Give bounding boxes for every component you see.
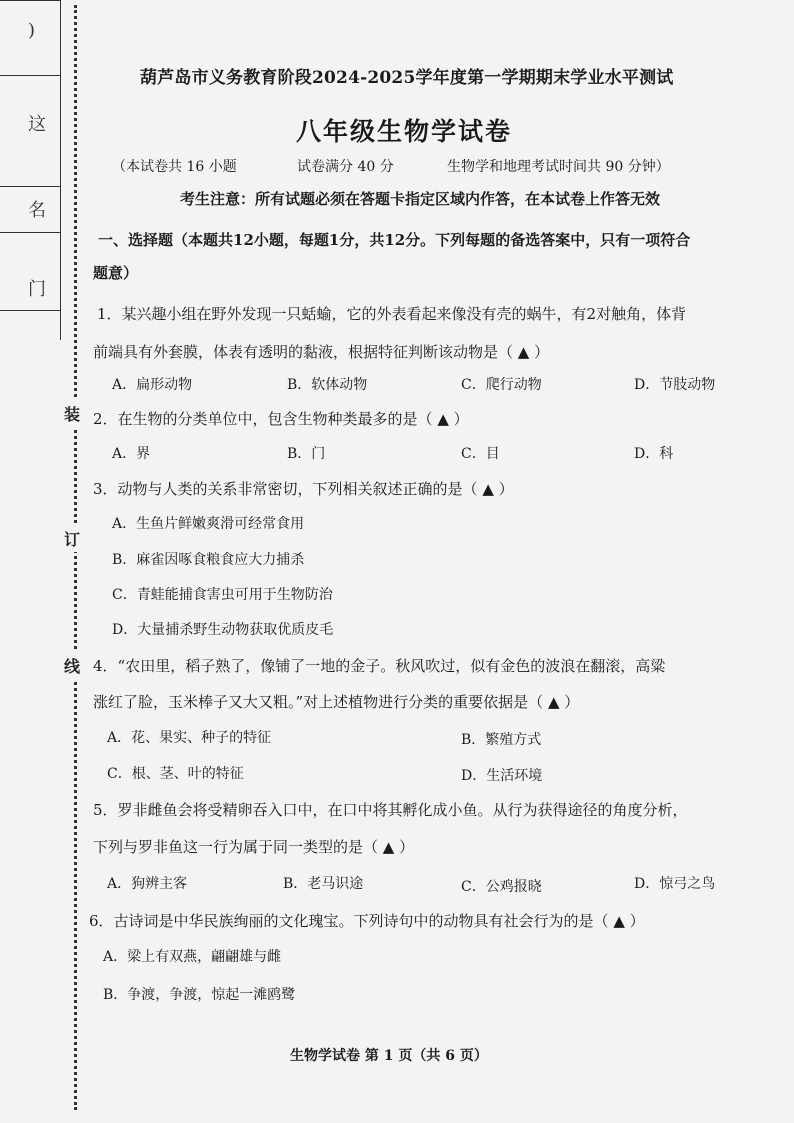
question-2-option-a: A．界 [112,446,151,462]
question-2-option-d: D．科 [634,446,674,462]
exam-notice: 考生注意：所有试题必须在答题卡指定区域内作答，在本试卷上作答无效 [180,190,661,208]
question-5-option-d: D．惊弓之鸟 [634,876,716,892]
question-3-option-c: C．青蛙能捕食害虫可用于生物防治 [112,587,333,603]
binding-vertical-line [60,0,61,340]
exam-title: 八年级生物学试卷 [296,117,513,146]
question-5-stem: 下列与罗非鱼这一行为属于同一类型的是（ ▲ ） [93,838,415,856]
binding-fragment: 名 [28,200,46,221]
question-2-option-c: C．目 [461,446,500,462]
binding-box-line [0,75,60,76]
question-1-option-d: D．节肢动物 [634,377,716,393]
question-4-option-b: B．繁殖方式 [461,732,542,748]
question-1-stem: 前端具有外套膜，体表有透明的黏液，根据特征判断该动物是（ ▲ ） [93,343,550,361]
binding-box-line [0,186,60,187]
question-5-option-b: B．老马识途 [283,876,364,892]
question-2-stem: 2．在生物的分类单位中，包含生物种类最多的是（ ▲ ） [93,410,469,428]
page-footer: 生物学试卷 第 1 页（共 6 页） [290,1048,488,1064]
question-6-option-b: B．争渡，争渡，惊起一滩鸥鹭 [103,987,296,1003]
binding-char-zhuang: 装 [64,400,80,427]
question-3-option-d: D．大量捕杀野生动物获取优质皮毛 [112,622,334,638]
binding-fragment: 门 [28,279,46,300]
question-1-stem: 1．某兴趣小组在野外发现一只蛞蝓，它的外表看起来像没有壳的蜗牛，有2对触角，体背 [97,305,687,323]
binding-char-xian: 线 [64,652,80,679]
section-heading-continued: 题意） [93,264,139,282]
binding-dotted-line [74,5,77,1110]
binding-char-ding: 订 [64,525,80,552]
question-4-stem: 4．“农田里，稻子熟了，像铺了一地的金子。秋风吹过，似有金色的波浪在翻滚，高粱 [93,657,666,675]
question-4-option-c: C．根、茎、叶的特征 [107,766,244,782]
question-3-option-a: A．生鱼片鲜嫩爽滑可经常食用 [112,516,305,532]
section-heading: 一、选择题（本题共12小题，每题1分，共12分。下列每题的备选答案中，只有一项符合 [98,231,691,249]
question-5-option-a: A．狗辨主客 [107,876,188,892]
info-full-score: 试卷满分 40 分 [297,159,394,175]
info-exam-time: 生物学和地理考试时间共 90 分钟） [447,159,670,175]
binding-box-line [0,232,60,233]
exam-series-title: 葫芦岛市义务教育阶段2024-2025学年度第一学期期末学业水平测试 [140,68,674,88]
question-4-option-a: A．花、果实、种子的特征 [107,730,272,746]
question-4-stem: 涨红了脸，玉米棒子又大又粗。”对上述植物进行分类的重要依据是（ ▲ ） [93,693,580,711]
question-4-option-d: D．生活环境 [461,768,543,784]
question-5-option-c: C．公鸡报晓 [461,879,542,895]
question-3-option-b: B．麻雀因啄食粮食应大力捕杀 [112,552,305,568]
info-question-count: （本试卷共 16 小题 [112,159,237,175]
binding-fragment: ) [28,20,36,41]
question-1-option-b: B．软体动物 [287,377,368,393]
question-6-option-a: A．梁上有双燕，翩翩雄与雌 [103,949,282,965]
binding-strip [0,0,95,1123]
question-6-stem: 6．古诗词是中华民族绚丽的文化瑰宝。下列诗句中的动物具有社会行为的是（ ▲ ） [89,912,645,930]
question-5-stem: 5．罗非雌鱼会将受精卵吞入口中，在口中将其孵化成小鱼。从行为获得途径的角度分析， [93,801,688,819]
question-1-option-a: A．扁形动物 [112,377,193,393]
question-2-option-b: B．门 [287,446,326,462]
binding-fragment: 这 [28,114,46,135]
question-3-stem: 3．动物与人类的关系非常密切，下列相关叙述正确的是（ ▲ ） [93,480,514,498]
question-1-option-c: C．爬行动物 [461,377,542,393]
binding-box-line [0,310,60,311]
binding-box-line [0,0,60,1]
